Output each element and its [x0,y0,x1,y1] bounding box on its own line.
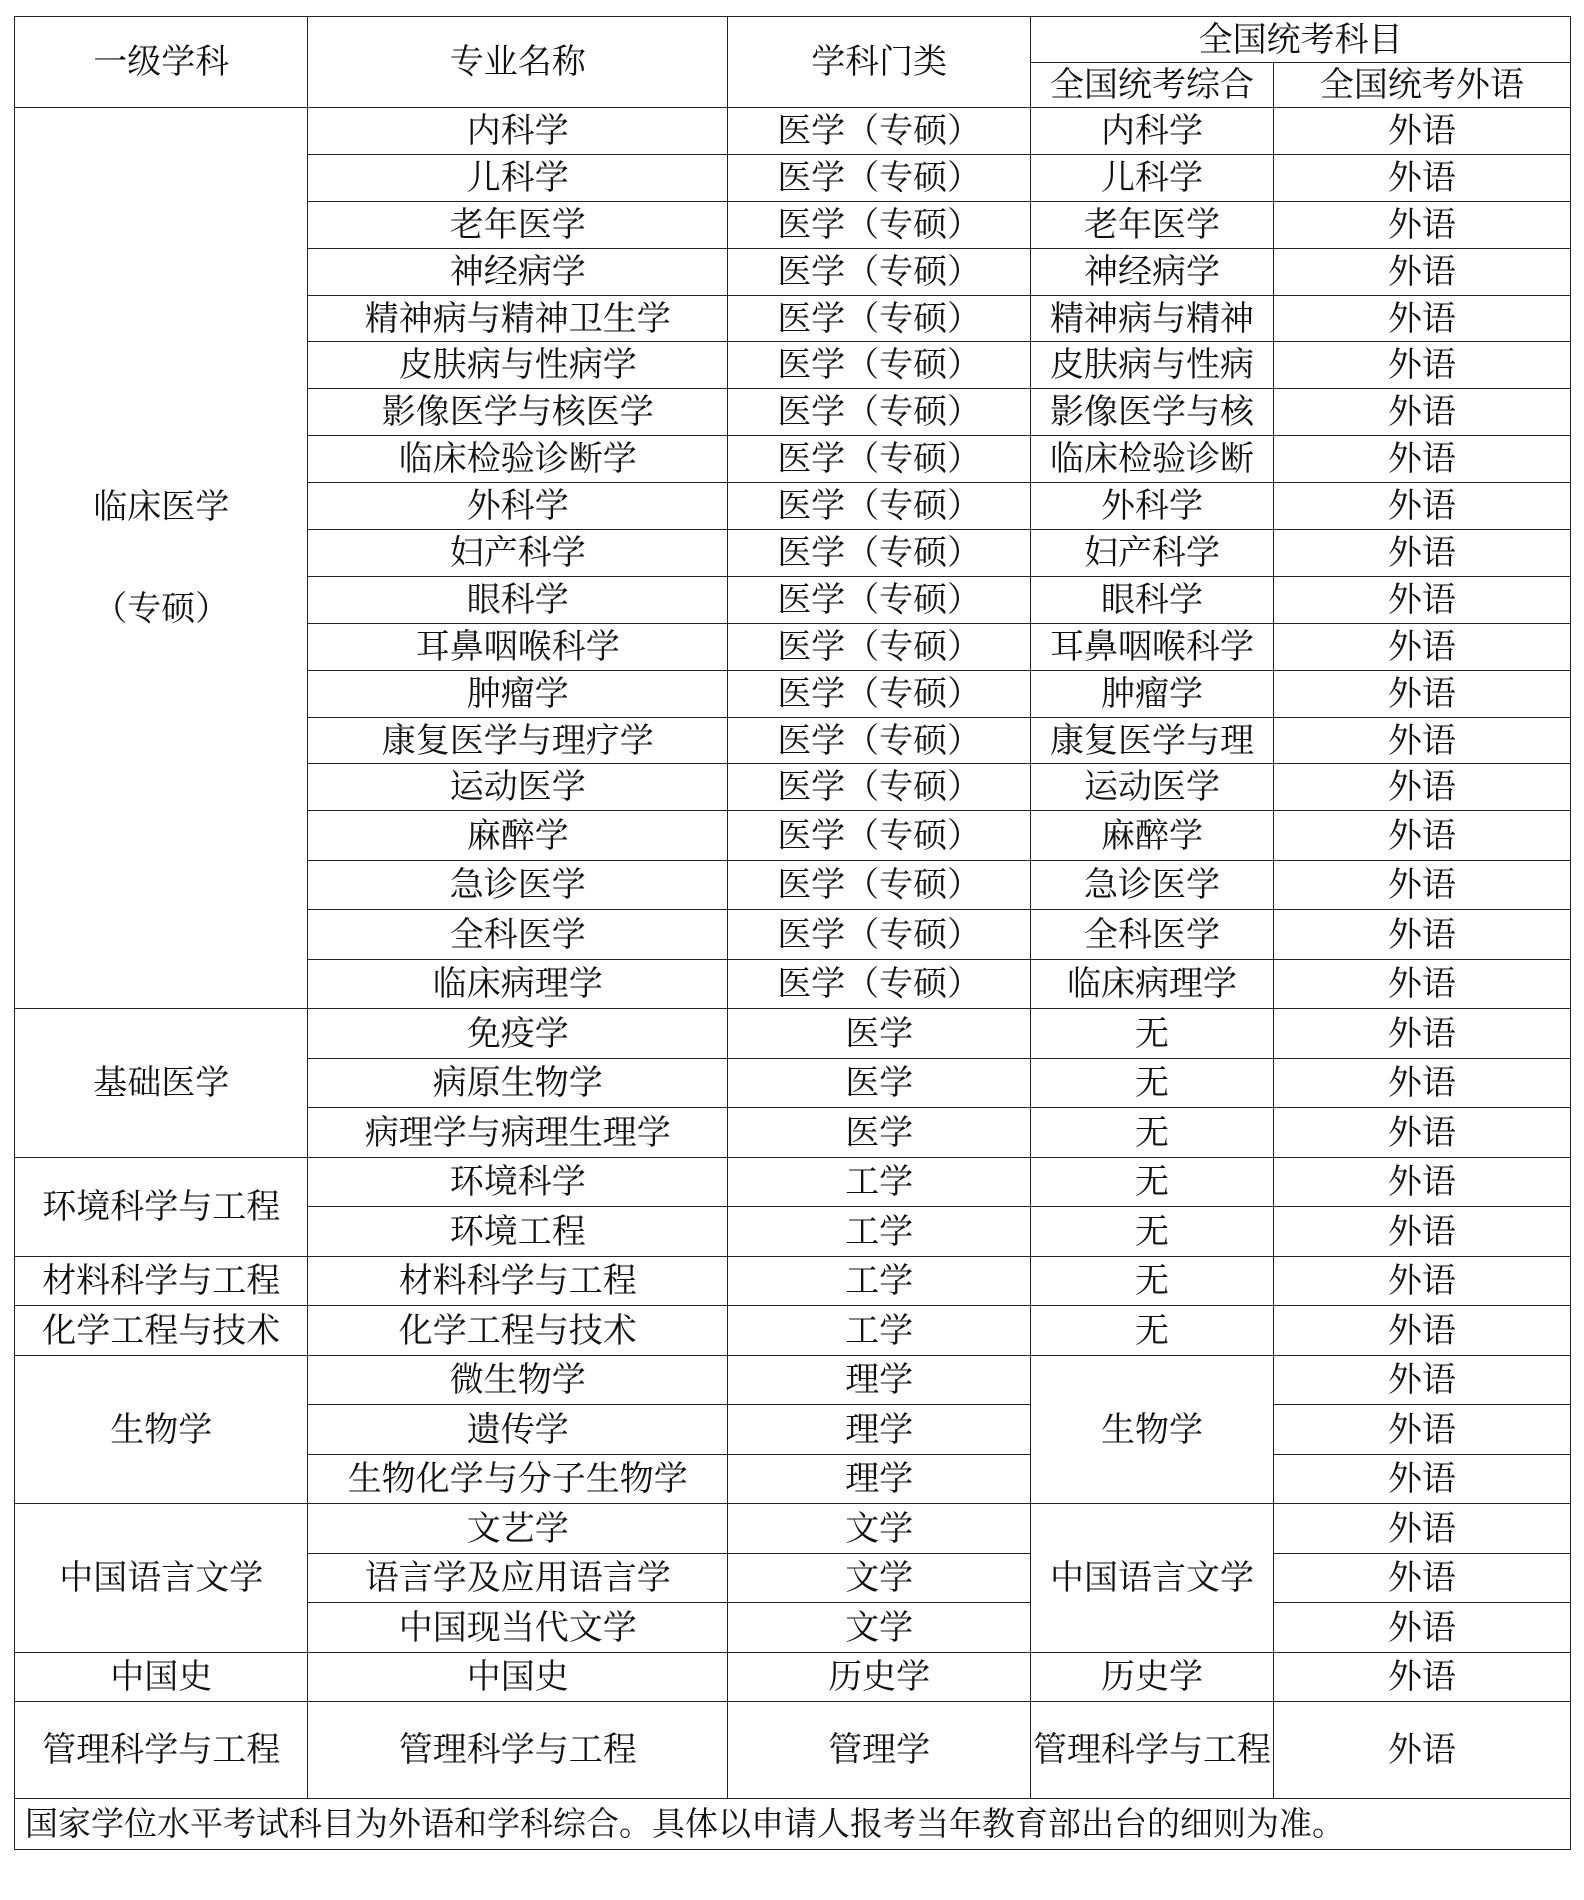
language-cell: 外语 [1273,670,1570,717]
major-cell: 病原生物学 [308,1058,728,1108]
language-cell: 外语 [1273,910,1570,960]
category-cell: 医学（专硕） [728,860,1031,910]
group-chemical-engineering: 化学工程与技术 [15,1306,308,1356]
comprehensive-cell: 临床病理学 [1031,959,1274,1009]
category-cell: 医学（专硕） [728,910,1031,960]
comprehensive-cell-biology: 生物学 [1031,1355,1274,1504]
major-cell: 老年医学 [308,201,728,248]
language-cell: 外语 [1273,959,1570,1009]
language-cell: 外语 [1273,717,1570,764]
language-cell: 外语 [1273,811,1570,861]
group-basic-medicine: 基础医学 [15,1009,308,1158]
comprehensive-cell: 运动医学 [1031,764,1274,811]
language-cell: 外语 [1273,1306,1570,1356]
category-cell: 工学 [728,1207,1031,1257]
language-cell: 外语 [1273,483,1570,530]
group-clinical-line1: 临床医学 [93,487,230,528]
comprehensive-cell: 耳鼻咽喉科学 [1031,623,1274,670]
language-cell: 外语 [1273,201,1570,248]
language-cell: 外语 [1273,1256,1570,1306]
major-cell: 影像医学与核医学 [308,389,728,436]
comprehensive-cell: 精神病与精神 [1031,295,1274,342]
major-cell: 文艺学 [308,1504,728,1554]
category-cell: 医学（专硕） [728,764,1031,811]
category-cell: 医学（专硕） [728,342,1031,389]
major-cell: 环境工程 [308,1207,728,1257]
group-materials-science: 材料科学与工程 [15,1256,308,1306]
comprehensive-cell: 外科学 [1031,483,1274,530]
category-cell: 医学（专硕） [728,295,1031,342]
comprehensive-cell: 无 [1031,1157,1274,1207]
category-cell: 文学 [728,1603,1031,1653]
language-cell: 外语 [1273,248,1570,295]
category-cell: 医学 [728,1058,1031,1108]
category-cell: 管理学 [728,1702,1031,1799]
category-cell: 医学（专硕） [728,436,1031,483]
major-cell: 语言学及应用语言学 [308,1553,728,1603]
major-cell: 微生物学 [308,1355,728,1405]
category-cell: 医学（专硕） [728,670,1031,717]
language-cell: 外语 [1273,530,1570,577]
major-cell: 中国史 [308,1652,728,1702]
comprehensive-cell: 影像医学与核 [1031,389,1274,436]
category-cell: 医学（专硕） [728,201,1031,248]
category-cell: 理学 [728,1405,1031,1455]
comprehensive-cell: 眼科学 [1031,576,1274,623]
major-cell: 精神病与精神卫生学 [308,295,728,342]
category-cell: 医学（专硕） [728,811,1031,861]
comprehensive-cell: 儿科学 [1031,154,1274,201]
language-cell: 外语 [1273,1058,1570,1108]
major-cell: 全科医学 [308,910,728,960]
comprehensive-cell: 无 [1031,1058,1274,1108]
language-cell: 外语 [1273,1504,1570,1554]
category-cell: 医学（专硕） [728,248,1031,295]
language-cell: 外语 [1273,108,1570,155]
comprehensive-cell: 肿瘤学 [1031,670,1274,717]
major-cell: 临床检验诊断学 [308,436,728,483]
header-national-foreign-language: 全国统考外语 [1273,63,1570,108]
category-cell: 医学（专硕） [728,483,1031,530]
major-cell: 内科学 [308,108,728,155]
group-clinical-medicine [15,108,308,1009]
group-biology: 生物学 [15,1355,308,1504]
category-cell: 理学 [728,1454,1031,1504]
major-cell: 病理学与病理生理学 [308,1108,728,1158]
group-chinese-history: 中国史 [15,1652,308,1702]
major-cell: 急诊医学 [308,860,728,910]
language-cell: 外语 [1273,1702,1570,1799]
language-cell: 外语 [1273,860,1570,910]
major-cell: 外科学 [308,483,728,530]
major-cell: 麻醉学 [308,811,728,861]
category-cell: 医学（专硕） [728,717,1031,764]
major-cell: 康复医学与理疗学 [308,717,728,764]
group-chinese-literature: 中国语言文学 [15,1504,308,1653]
language-cell: 外语 [1273,436,1570,483]
category-cell: 医学（专硕） [728,959,1031,1009]
category-cell: 文学 [728,1504,1031,1554]
comprehensive-cell: 全科医学 [1031,910,1274,960]
major-cell: 遗传学 [308,1405,728,1455]
header-national-exam-subjects: 全国统考科目 [1031,17,1571,63]
comprehensive-cell-chinese: 中国语言文学 [1031,1504,1274,1653]
category-cell: 医学 [728,1009,1031,1059]
language-cell: 外语 [1273,1207,1570,1257]
subjects-table [14,16,1571,1850]
comprehensive-cell: 麻醉学 [1031,811,1274,861]
comprehensive-cell: 无 [1031,1306,1274,1356]
major-cell: 妇产科学 [308,530,728,577]
header-first-level-discipline: 一级学科 [15,17,308,108]
language-cell: 外语 [1273,623,1570,670]
major-cell: 材料科学与工程 [308,1256,728,1306]
category-cell: 医学（专硕） [728,389,1031,436]
comprehensive-cell-management: 管理科学与工程 [1031,1702,1274,1799]
category-cell: 医学（专硕） [728,576,1031,623]
major-cell: 环境科学 [308,1157,728,1207]
major-cell: 运动医学 [308,764,728,811]
category-cell: 文学 [728,1553,1031,1603]
comprehensive-cell: 急诊医学 [1031,860,1274,910]
major-cell: 中国现当代文学 [308,1603,728,1653]
language-cell: 外语 [1273,1603,1570,1653]
major-cell: 眼科学 [308,576,728,623]
group-management-science: 管理科学与工程 [15,1702,308,1799]
comprehensive-cell: 历史学 [1031,1652,1274,1702]
major-cell: 免疫学 [308,1009,728,1059]
major-cell: 神经病学 [308,248,728,295]
comprehensive-cell: 妇产科学 [1031,530,1274,577]
header-national-comprehensive: 全国统考综合 [1031,63,1274,108]
major-cell: 儿科学 [308,154,728,201]
major-cell: 临床病理学 [308,959,728,1009]
category-cell: 医学（专硕） [728,108,1031,155]
category-cell: 医学 [728,1108,1031,1158]
footnote: 国家学位水平考试科目为外语和学科综合。具体以申请人报考当年教育部出台的细则为准。 [15,1799,1571,1850]
category-cell: 医学（专硕） [728,154,1031,201]
comprehensive-cell: 康复医学与理 [1031,717,1274,764]
language-cell: 外语 [1273,1553,1570,1603]
comprehensive-cell: 无 [1031,1108,1274,1158]
category-cell: 工学 [728,1256,1031,1306]
major-cell: 皮肤病与性病学 [308,342,728,389]
comprehensive-cell: 内科学 [1031,108,1274,155]
language-cell: 外语 [1273,1355,1570,1405]
category-cell: 理学 [728,1355,1031,1405]
major-cell: 管理科学与工程 [308,1702,728,1799]
language-cell: 外语 [1273,342,1570,389]
language-cell: 外语 [1273,154,1570,201]
language-cell: 外语 [1273,764,1570,811]
language-cell: 外语 [1273,576,1570,623]
comprehensive-cell: 神经病学 [1031,248,1274,295]
comprehensive-cell: 无 [1031,1256,1274,1306]
comprehensive-cell: 无 [1031,1207,1274,1257]
language-cell: 外语 [1273,1405,1570,1455]
header-discipline-category: 学科门类 [728,17,1031,108]
major-cell: 化学工程与技术 [308,1306,728,1356]
language-cell: 外语 [1273,1157,1570,1207]
language-cell: 外语 [1273,1009,1570,1059]
comprehensive-cell: 老年医学 [1031,201,1274,248]
major-cell: 耳鼻咽喉科学 [308,623,728,670]
category-cell: 工学 [728,1157,1031,1207]
language-cell: 外语 [1273,295,1570,342]
language-cell: 外语 [1273,1108,1570,1158]
category-cell: 工学 [728,1306,1031,1356]
comprehensive-cell: 临床检验诊断 [1031,436,1274,483]
comprehensive-cell: 无 [1031,1009,1274,1059]
language-cell: 外语 [1273,389,1570,436]
comprehensive-cell: 皮肤病与性病 [1031,342,1274,389]
category-cell: 历史学 [728,1652,1031,1702]
category-cell: 医学（专硕） [728,623,1031,670]
group-environmental-science: 环境科学与工程 [15,1157,308,1256]
language-cell: 外语 [1273,1652,1570,1702]
header-major-name: 专业名称 [308,17,728,108]
language-cell: 外语 [1273,1454,1570,1504]
group-clinical-line2: （专硕） [93,589,230,630]
major-cell: 生物化学与分子生物学 [308,1454,728,1504]
category-cell: 医学（专硕） [728,530,1031,577]
major-cell: 肿瘤学 [308,670,728,717]
